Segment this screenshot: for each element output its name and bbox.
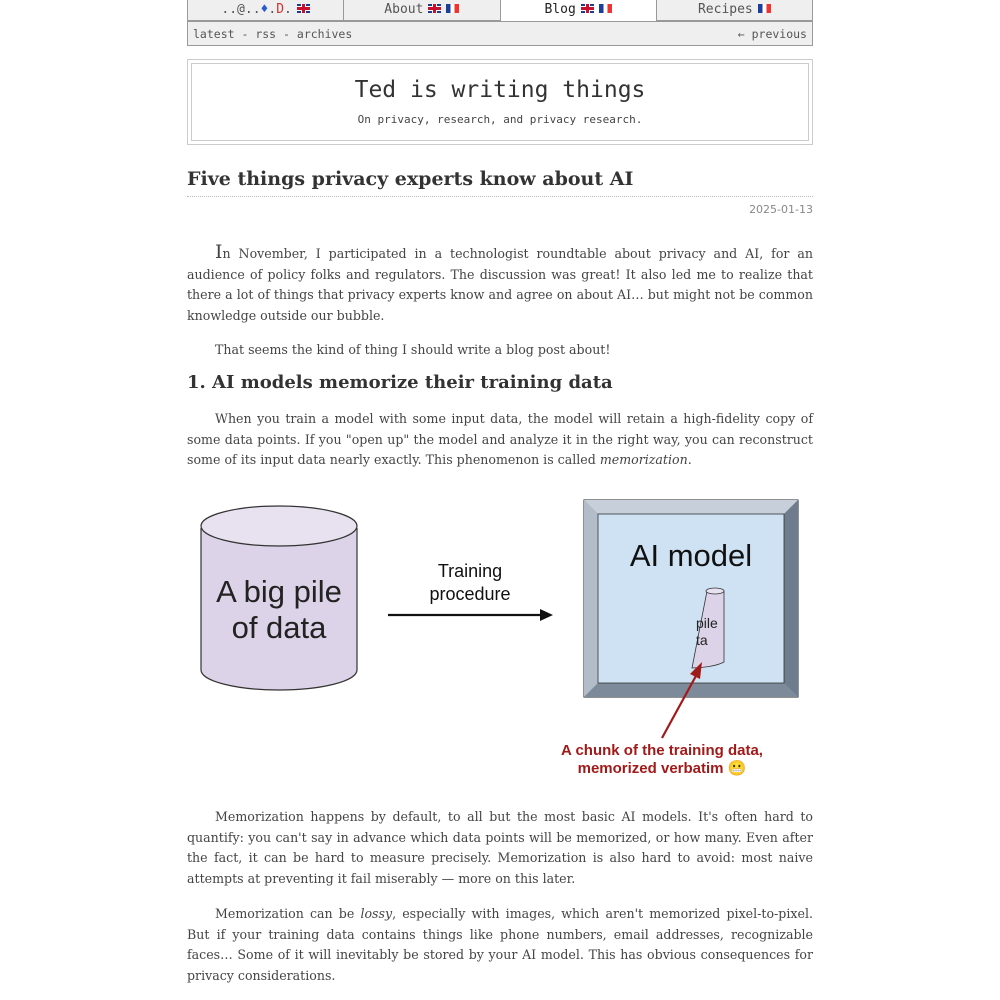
ai-model-box <box>584 500 798 697</box>
paragraph-4 <box>187 807 813 890</box>
model-label: AI model <box>629 538 753 573</box>
training-arrow <box>388 561 553 621</box>
paragraph-5-text-b: , especially with images, which aren't memorized pixel-to-pixel. But if your training data contains things like phone numbers, email addresses, recognizable faces… Some of it will inevitably be stored by your AI model. This has obvious consequences for privacy considerations. <box>187 906 813 984</box>
page-wrapper <box>187 0 813 984</box>
cylinder-label-line1: A big pile <box>216 574 342 609</box>
site-title[interactable]: Ted is writing things <box>354 77 646 103</box>
uk-flag-icon <box>581 4 594 13</box>
post-title[interactable]: Five things privacy experts know about AI <box>187 168 813 197</box>
paragraph-2-text: That seems the kind of thing I should write a blog post about! <box>215 342 611 357</box>
rss-link[interactable]: rss <box>255 26 277 41</box>
paragraph-3-text-a: When you train a model with some input data, the model will retain a high-fidelity copy of some data points. If you "open up" the model and analyze it in the right way, you can reconstruct some of its input data nearly exactly. This phenomenon is called <box>187 411 813 468</box>
paragraph-2 <box>187 340 813 361</box>
site-nav-tabs <box>187 0 813 22</box>
paragraph-3-text-b: . <box>687 452 692 468</box>
tab-blog-label: Blog <box>544 2 576 17</box>
site-subtitle: On privacy, research, and privacy research. <box>357 113 643 126</box>
blog-subnav <box>187 22 813 46</box>
memorization-diagram <box>187 490 813 790</box>
figure-caption-line1: A chunk of the training data, <box>561 742 763 759</box>
tab-about[interactable] <box>344 0 500 21</box>
data-cylinder <box>201 506 357 690</box>
memorization-term: memorization <box>599 452 688 468</box>
figure-caption-line2: memorized verbatim 😬 <box>577 760 747 777</box>
tab-recipes-label: Recipes <box>697 2 753 17</box>
paragraph-4-text: Memorization happens by default, to all but the most basic AI models. It's often hard to quantify: you can't say in advance which data points will be memorized, or how many. Even after the fact, it can be hard to measure precisely. Memorization is also hard to avoid: most naive attempts at preventing it fail miserably — more on this later. <box>187 809 813 887</box>
section-heading-1: 1. AI models memorize their training data <box>187 372 613 393</box>
arrow-head-icon <box>540 609 553 621</box>
fr-flag-icon <box>446 4 459 13</box>
cylinder-label-line2: of data <box>231 610 327 645</box>
paragraph-3 <box>187 409 813 471</box>
site-header-inner <box>191 63 809 141</box>
arrow-label-line2: procedure <box>429 584 511 604</box>
fr-flag-icon <box>599 4 612 13</box>
paragraph-intro-text: n November, I participated in a technologist roundtable about privacy and AI, for an audience of policy folks and regulators. The discussion was great! It also led me to realize that there a lot of things that privacy experts know and agree on about AI… but might not be common knowledge outside our bubble. <box>187 246 813 324</box>
lossy-term: lossy <box>360 906 393 921</box>
arrow-label-line1: Training <box>437 561 503 581</box>
subnav-separator: - <box>234 26 256 41</box>
tab-home[interactable] <box>188 0 344 21</box>
tab-home-label: ..@..♦.D. <box>221 2 292 17</box>
uk-flag-icon <box>428 4 441 13</box>
latest-link[interactable]: latest <box>193 26 235 41</box>
subnav-links <box>193 27 352 41</box>
tab-about-label: About <box>384 2 424 17</box>
drop-cap: I <box>215 241 223 263</box>
paragraph-5 <box>187 904 813 987</box>
chunk-text-line1: pile <box>696 615 718 631</box>
subnav-separator: - <box>276 26 297 41</box>
fr-flag-icon <box>758 4 771 13</box>
tab-recipes[interactable] <box>657 0 812 21</box>
uk-flag-icon <box>297 4 310 13</box>
site-header <box>187 59 813 145</box>
tab-blog[interactable] <box>501 0 657 21</box>
archives-link[interactable]: archives <box>296 26 353 41</box>
paragraph-5-text-a: Memorization can be <box>215 906 361 921</box>
paragraph-intro <box>187 242 813 327</box>
post-date: 2025-01-13 <box>749 203 813 216</box>
chunk-text-line2: ta <box>696 632 708 648</box>
previous-post-link[interactable]: ← previous <box>737 26 807 41</box>
